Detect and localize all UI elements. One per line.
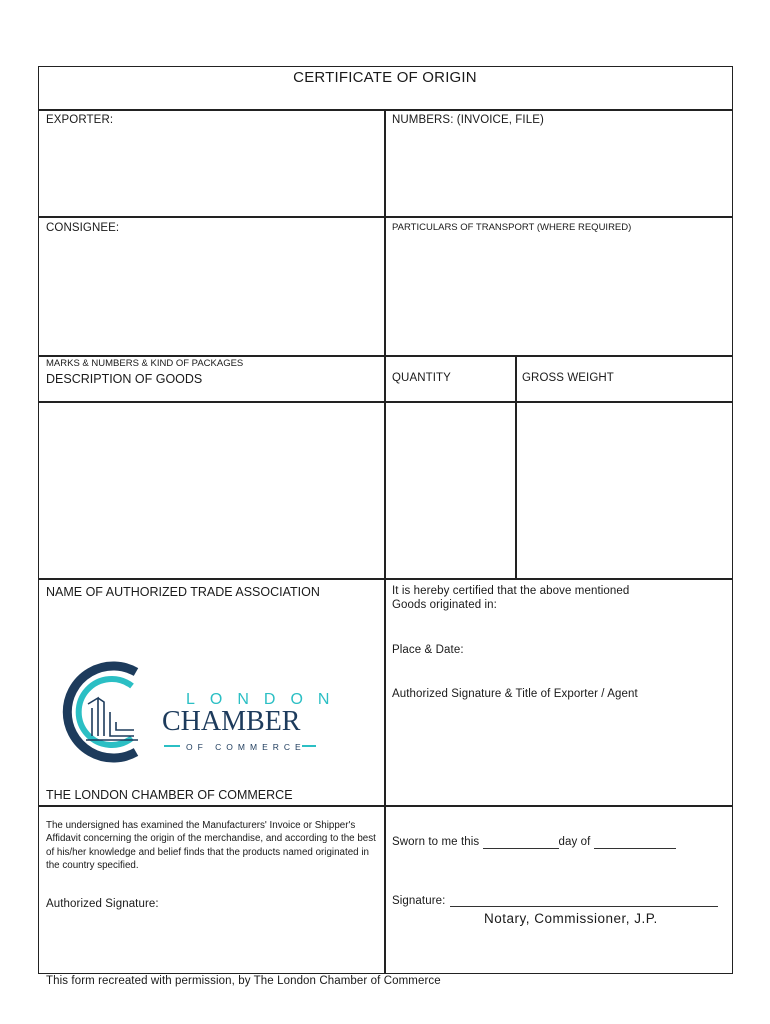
consignee-label: CONSIGNEE: (46, 222, 120, 234)
certified-text-line2: Goods originated in: (392, 599, 497, 611)
sworn-line (392, 836, 676, 849)
exporter-signature-field[interactable] (392, 706, 728, 798)
logo-word-commerce: OF COMMERCE (186, 742, 306, 752)
transport-field[interactable] (387, 238, 731, 353)
numbers-field[interactable] (387, 132, 731, 214)
london-chamber-logo (58, 664, 345, 764)
trade-association-label: NAME OF AUTHORIZED TRADE ASSOCIATION (46, 585, 320, 599)
origin-country-field[interactable] (500, 596, 728, 614)
chamber-name: THE LONDON CHAMBER OF COMMERCE (46, 788, 293, 802)
logo-word-chamber: CHAMBER (162, 706, 301, 737)
description-label: DESCRIPTION OF GOODS (46, 372, 203, 386)
authorized-signature-label: Authorized Signature: (46, 898, 159, 910)
logo-word-london: LONDON (186, 691, 345, 708)
footer-note: This form recreated with permission, by The London Chamber of Commerce (46, 975, 441, 987)
logo-building-icon (86, 698, 138, 740)
consignee-field[interactable] (40, 240, 382, 353)
divider (38, 401, 733, 403)
exporter-label: EXPORTER: (46, 114, 114, 126)
divider (38, 578, 733, 580)
transport-label: PARTICULARS OF TRANSPORT (WHERE REQUIRED) (392, 222, 632, 233)
sworn-month-field[interactable] (594, 836, 676, 849)
gross-weight-label: GROSS WEIGHT (522, 372, 614, 384)
authorized-signature-field[interactable] (156, 894, 380, 916)
divider (38, 109, 733, 111)
divider (38, 216, 733, 218)
place-date-field[interactable] (472, 641, 728, 659)
signature-label: Signature: (392, 895, 446, 907)
gross-weight-field[interactable] (518, 404, 731, 576)
logo-teal-arc (79, 679, 132, 745)
quantity-label: QUANTITY (392, 372, 451, 384)
description-field[interactable] (40, 404, 382, 576)
chamber-statement: The undersigned has examined the Manufacturers' Invoice or Shipper's Affidavit concerning the origin of the merchandise, and according to the best of his/her knowledge and belief finds that the products named originated in the country specified. (46, 820, 376, 871)
numbers-label: NUMBERS: (INVOICE, FILE) (392, 114, 544, 126)
divider (38, 355, 733, 357)
sworn-mid: day of (558, 836, 591, 848)
divider (515, 355, 517, 578)
quantity-field[interactable] (387, 404, 513, 576)
divider (384, 109, 386, 974)
marks-label: MARKS & NUMBERS & KIND OF PACKAGES (46, 358, 244, 369)
divider (38, 805, 733, 807)
sworn-prefix: Sworn to me this (392, 836, 480, 848)
certified-text-line1: It is hereby certified that the above mentioned (392, 585, 630, 597)
exporter-signature-label: Authorized Signature & Title of Exporter / Agent (392, 688, 638, 700)
notary-label: Notary, Commissioner, J.P. (484, 911, 658, 926)
sworn-day-field[interactable] (483, 836, 559, 849)
place-date-label: Place & Date: (392, 644, 464, 656)
notary-signature-field[interactable] (450, 892, 718, 907)
exporter-field[interactable] (40, 132, 382, 214)
form-title: CERTIFICATE OF ORIGIN (293, 69, 477, 86)
